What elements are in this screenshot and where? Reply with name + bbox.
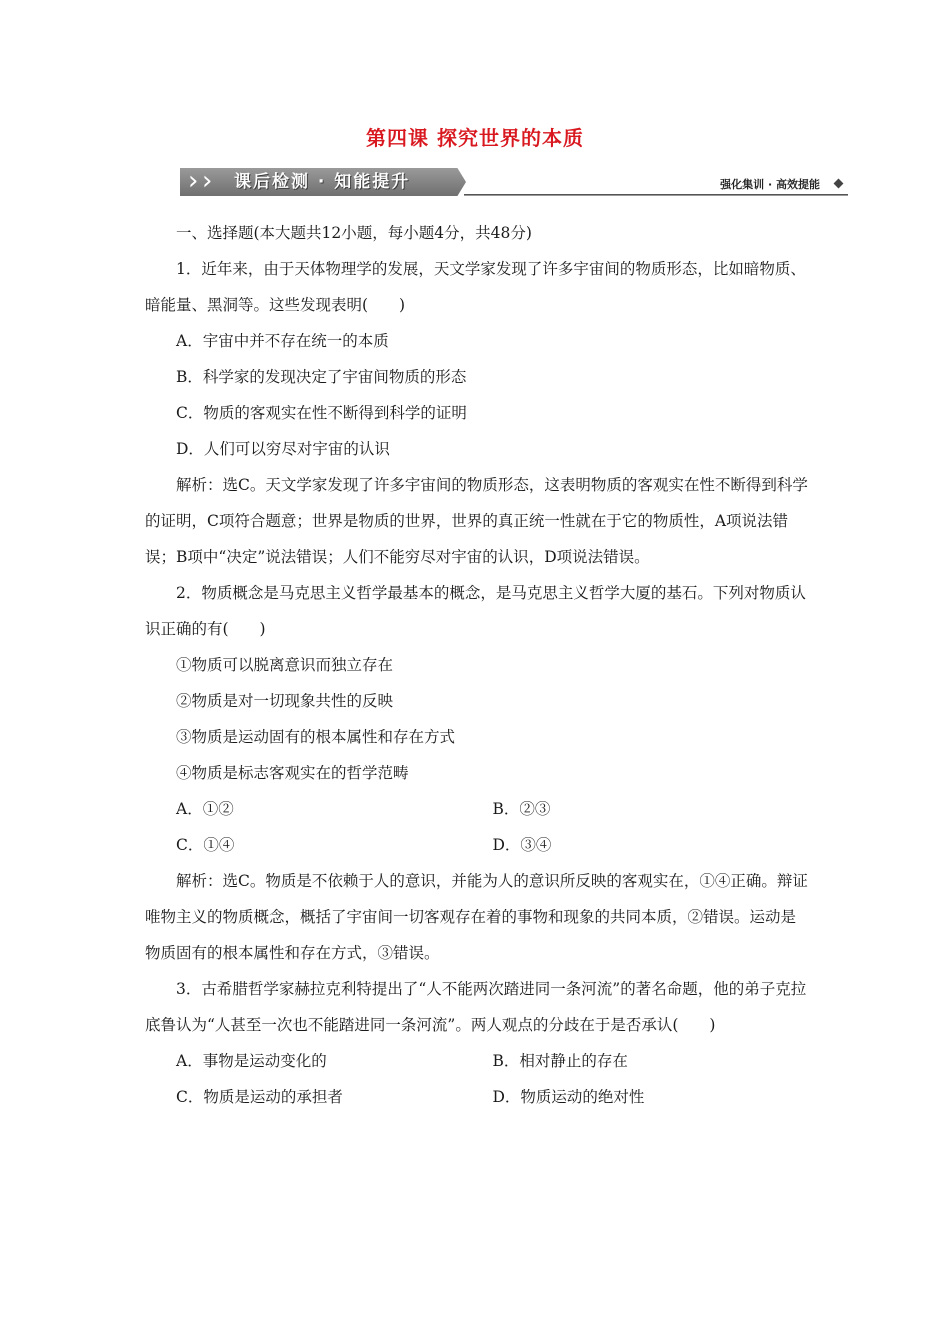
question-2-option-b: B．②③ — [492, 800, 551, 818]
question-1-option-d: D．人们可以穷尽对宇宙的认识 — [176, 440, 390, 458]
chevron-right-icon: › — [202, 166, 213, 196]
question-2-option-c: C．①④ — [176, 836, 235, 854]
question-3-option-b: B．相对静止的存在 — [492, 1052, 628, 1070]
banner-title: 课后检测 · 知能提升 — [234, 172, 411, 192]
question-2-option-d: D．③④ — [492, 836, 552, 854]
question-3-option-d: D．物质运动的绝对性 — [492, 1088, 645, 1106]
diamond-icon — [834, 179, 844, 189]
question-2-options-row-1 — [145, 791, 809, 827]
section-banner — [180, 166, 848, 198]
question-2-statement-4: ④物质是标志客观实在的哲学范畴 — [176, 764, 409, 782]
page-title: 第四课 探究世界的本质 — [366, 126, 584, 150]
question-content — [145, 215, 809, 1115]
question-2-statement-1: ①物质可以脱离意识而独立存在 — [176, 656, 394, 674]
question-2-statement-2: ②物质是对一切现象共性的反映 — [176, 692, 394, 710]
question-1-stem: 1．近年来，由于天体物理学的发展，天文学家发现了许多宇宙间的物质形态，比如暗物质、暗能量、黑洞等。这些发现表明( ) — [145, 260, 806, 314]
section-heading: 一、选择题(本大题共12小题，每小题4分，共48分) — [176, 224, 532, 242]
question-3-options-row-1 — [145, 1043, 809, 1079]
question-1-analysis: 解析：选C。天文学家发现了许多宇宙间的物质形态，这表明物质的客观实在性不断得到科学的证明，C项符合题意；世界是物质的世界，世界的真正统一性就在于它的物质性，A项说法错误；B项中“决定”说法错误；人们不能穷尽对宇宙的认识，D项说法错误。 — [145, 476, 808, 566]
question-3-option-a: A．事物是运动变化的 — [176, 1052, 327, 1070]
question-2-option-a: A．①② — [176, 800, 234, 818]
question-2-analysis: 解析：选C。物质是不依赖于人的意识，并能为人的意识所反映的客观实在，①④正确。辩证唯物主义的物质概念，概括了宇宙间一切客观存在着的事物和现象的共同本质，②错误。运动是物质固有的根本属性和存在方式，③错误。 — [145, 872, 808, 962]
banner-subtitle: 强化集训 · 高效提能 — [720, 178, 820, 191]
question-3-options-row-2 — [145, 1079, 809, 1115]
question-2-stem: 2．物质概念是马克思主义哲学最基本的概念，是马克思主义哲学大厦的基石。下列对物质认识正确的有( ) — [145, 584, 806, 638]
question-1-option-b: B．科学家的发现决定了宇宙间物质的形态 — [176, 368, 467, 386]
question-2-statement-3: ③物质是运动固有的根本属性和存在方式 — [176, 728, 456, 746]
question-2-options-row-2 — [145, 827, 809, 863]
question-3-option-c: C．物质是运动的承担者 — [176, 1088, 343, 1106]
question-3-stem: 3．古希腊哲学家赫拉克利特提出了“人不能两次踏进同一条河流”的著名命题，他的弟子克拉底鲁认为“人甚至一次也不能踏进同一条河流”。两人观点的分歧在于是否承认( ) — [145, 980, 807, 1034]
banner-divider — [464, 194, 848, 196]
question-1-option-a: A．宇宙中并不存在统一的本质 — [176, 332, 389, 350]
chevron-right-icon: › — [188, 166, 199, 196]
question-1-option-c: C．物质的客观实在性不断得到科学的证明 — [176, 404, 467, 422]
